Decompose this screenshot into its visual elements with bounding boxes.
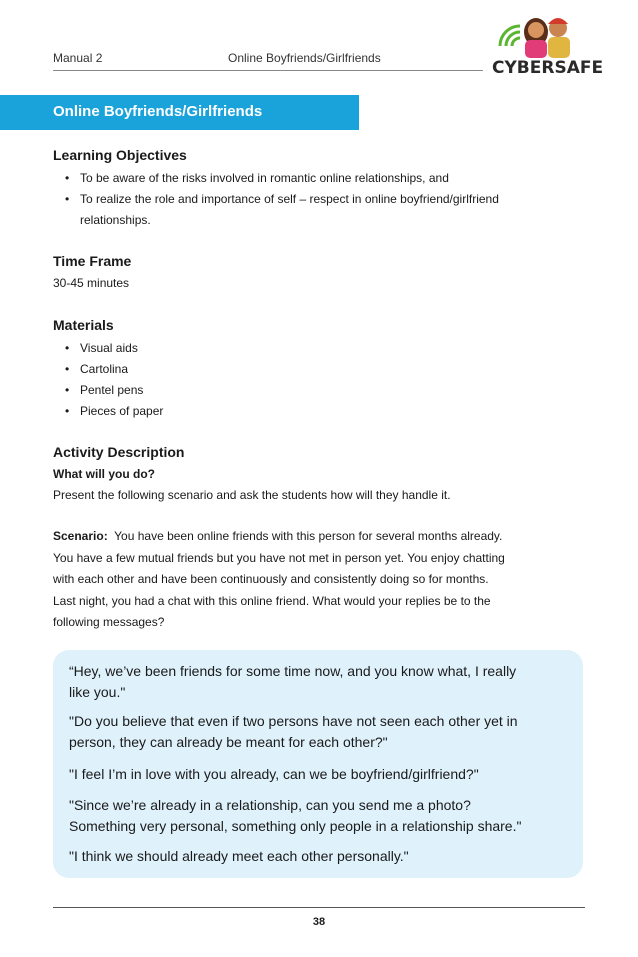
message-5 [69,846,569,867]
message-line: "I feel I’m in love with you already, can we be boyfriend/girlfriend?" [69,766,479,782]
message-line: Something very personal, something only people in a relationship share." [69,818,522,834]
scenario-line: following messages? [53,615,165,629]
message-3 [69,764,569,785]
message-line: person, they can already be meant for each other?" [69,734,388,750]
scenario-line: You have been online friends with this person for several months already. [114,529,503,543]
message-line: "Since we’re already in a relationship, can you send me a photo? [69,797,471,813]
learning-objectives-list [53,168,499,210]
kids-illustration-icon [492,8,592,58]
list-item: • Pentel pens [53,380,163,401]
scenario-line: with each other and have been continuously and consistently doing so for months. [53,572,489,586]
materials-heading: Materials [53,317,114,333]
activity-subheading: What will you do? [53,467,155,481]
cybersafe-logo [492,8,604,78]
header-divider [53,70,483,71]
list-item: • Pieces of paper [53,401,163,422]
time-frame-value: 30-45 minutes [53,276,130,290]
page-title: Online Boyfriends/Girlfriends [53,103,263,120]
scenario-line: You have a few mutual friends but you have not met in person yet. You enjoy chatting [53,550,505,565]
logo-wordmark: CYBERSAFE [492,58,604,78]
scenario-label: Scenario: [53,529,108,543]
learning-objectives-heading: Learning Objectives [53,147,187,163]
message-4 [69,795,569,837]
list-item: • Cartolina [53,359,163,380]
header-manual-label: Manual 2 [53,51,103,65]
scenario-line: Last night, you had a chat with this online friend. What would your replies be to the [53,593,491,608]
time-frame-heading: Time Frame [53,253,132,269]
activity-heading: Activity Description [53,444,185,460]
list-item: • To realize the role and importance of self – respect in online boyfriend/girlfriend [53,189,499,210]
message-2 [69,711,569,753]
activity-intro: Present the following scenario and ask the students how will they handle it. [53,488,451,502]
message-line: "I think we should already meet each other personally." [69,848,409,864]
list-item: • Visual aids [53,338,163,359]
header-section-label: Online Boyfriends/Girlfriends [228,51,381,65]
message-1 [69,661,569,703]
message-line: “Hey, we’ve been friends for some time now, and you know what, I really [69,663,517,679]
page-number: 38 [312,916,326,928]
scenario-paragraph [53,526,573,634]
footer-divider [53,907,585,908]
message-line: like you." [69,684,126,700]
list-item-continuation: relationships. [80,213,151,227]
list-item: • To be aware of the risks involved in romantic online relationships, and [53,168,499,189]
message-line: "Do you believe that even if two persons have not seen each other yet in [69,713,518,729]
materials-list [53,338,163,422]
